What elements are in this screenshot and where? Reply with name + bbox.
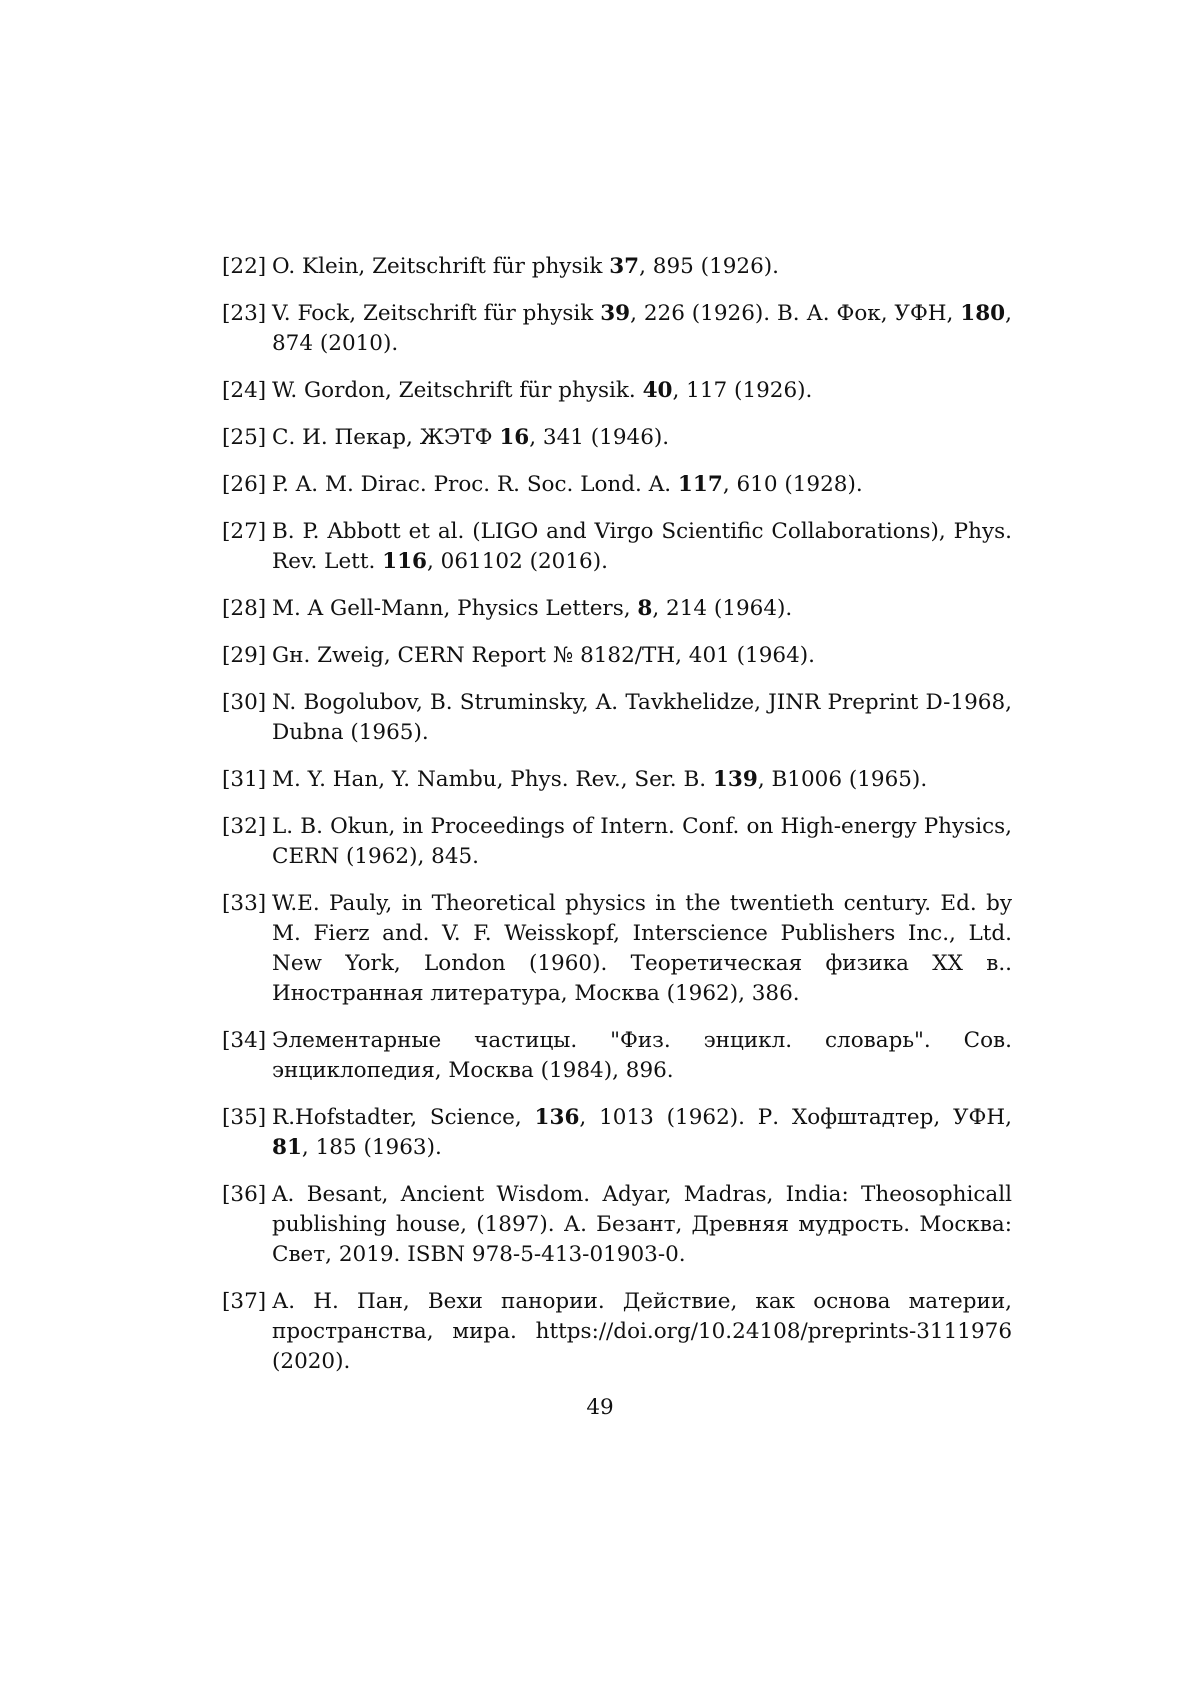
reference-entry (222, 299, 1012, 359)
reference-volume-bold: 117 (677, 472, 723, 497)
reference-text (272, 643, 815, 668)
reference-number: [30] (222, 690, 267, 715)
reference-text-segment: O. Klein, Zeitschrift für physik (272, 254, 610, 279)
reference-volume-bold: 116 (382, 549, 428, 574)
reference-text (272, 301, 1012, 356)
reference-number: [24] (222, 378, 267, 403)
reference-number: [31] (222, 767, 267, 792)
reference-text-segment: R.Hofstadter, Science, (272, 1105, 535, 1130)
reference-text (272, 1105, 1012, 1160)
reference-text (272, 596, 792, 621)
reference-text (272, 891, 1012, 1006)
reference-volume-bold: 39 (600, 301, 631, 326)
reference-text (272, 690, 1012, 745)
reference-number: [25] (222, 425, 267, 450)
reference-number: [26] (222, 472, 267, 497)
reference-text-segment: , 895 (1926). (639, 254, 780, 279)
reference-text-segment: M. A Gell-Mann, Physics Letters, (272, 596, 638, 621)
reference-text-segment: B. P. Abbott et al. (LIGO and Virgo Scientific Collaborations), Phys. Rev. Lett. (272, 519, 1012, 574)
reference-text-segment: W.E. Pauly, in Theoretical physics in the twentieth century. Ed. by M. Fierz and. V. F. Weisskopf, Interscience Publishers Inc., Ltd. New York, London (1960). Теоретическая физика XX в.. Иностранная литература, Москва (1962), 386. (272, 891, 1012, 1006)
reference-volume-bold: 180 (960, 301, 1006, 326)
reference-text (272, 1028, 1012, 1083)
reference-text-segment: P. A. M. Dirac. Proc. R. Soc. Lond. A. (272, 472, 678, 497)
reference-text-segment: , 226 (1926). В. А. Фок, УФН, (630, 301, 961, 326)
reference-text (272, 1182, 1012, 1267)
reference-entry (222, 688, 1012, 748)
reference-text-segment: M. Y. Han, Y. Nambu, Phys. Rev., Ser. B. (272, 767, 713, 792)
reference-entry (222, 470, 1012, 500)
reference-volume-bold: 136 (534, 1105, 580, 1130)
reference-text-segment: L. B. Okun, in Proceedings of Intern. Conf. on High-energy Physics, CERN (1962), 845. (272, 814, 1012, 869)
reference-list (222, 252, 1012, 1394)
reference-text-segment: , 1013 (1962). Р. Хофштадтер, УФН, (579, 1105, 1012, 1130)
reference-text-segment: , 610 (1928). (722, 472, 863, 497)
reference-text-segment: N. Bogolubov, B. Struminsky, A. Tavkhelidze, JINR Preprint D-1968, Dubna (1965). (272, 690, 1012, 745)
reference-entry (222, 517, 1012, 577)
reference-text (272, 1289, 1012, 1374)
reference-number: [23] (222, 301, 267, 326)
reference-number: [35] (222, 1105, 267, 1130)
reference-entry (222, 812, 1012, 872)
reference-number: [34] (222, 1028, 267, 1053)
reference-entry (222, 376, 1012, 406)
reference-entry (222, 1026, 1012, 1086)
reference-volume-bold: 8 (637, 596, 653, 621)
reference-text-segment: , 185 (1963). (301, 1135, 442, 1160)
reference-text-segment: А. Н. Пан, Вехи панории. Действие, как основа материи, пространства, мира. https://doi.org/10.24108/preprints-3111976 (2020). (272, 1289, 1012, 1374)
reference-number: [36] (222, 1182, 267, 1207)
reference-entry (222, 1103, 1012, 1163)
reference-volume-bold: 81 (272, 1135, 302, 1160)
reference-entry (222, 641, 1012, 671)
reference-text (272, 472, 863, 497)
reference-entry (222, 594, 1012, 624)
reference-text (272, 814, 1012, 869)
reference-text-segment: , 061102 (2016). (427, 549, 608, 574)
reference-text-segment: W. Gordon, Zeitschrift für physik. (272, 378, 643, 403)
reference-text-segment: , B1006 (1965). (757, 767, 928, 792)
reference-entry (222, 765, 1012, 795)
reference-text-segment: , 341 (1946). (529, 425, 670, 450)
reference-text-segment: С. И. Пекар, ЖЭТФ (272, 425, 500, 450)
reference-number: [22] (222, 254, 267, 279)
reference-text-segment: A. Besant, Ancient Wisdom. Adyar, Madras, India: Theosophicall publishing house, (1897). А. Безант, Древняя мудрость. Москва: Свет, 2019. ISBN 978-5-413-01903-0. (272, 1182, 1012, 1267)
reference-number: [32] (222, 814, 267, 839)
reference-text-segment: Gн. Zweig, CERN Report № 8182/TH, 401 (1964). (272, 643, 815, 668)
reference-text (272, 767, 927, 792)
reference-volume-bold: 37 (609, 254, 640, 279)
reference-volume-bold: 139 (712, 767, 758, 792)
reference-entry (222, 423, 1012, 453)
reference-text (272, 378, 812, 403)
reference-text-segment: V. Fock, Zeitschrift für physik (272, 301, 601, 326)
reference-text-segment: , 874 (2010). (272, 301, 1012, 356)
reference-volume-bold: 40 (642, 378, 673, 403)
reference-number: [33] (222, 891, 267, 916)
reference-text-segment: Элементарные частицы. "Физ. энцикл. словарь". Сов. энциклопедия, Москва (1984), 896. (272, 1028, 1012, 1083)
reference-entry (222, 889, 1012, 1009)
reference-entry (222, 1287, 1012, 1377)
reference-number: [28] (222, 596, 267, 621)
reference-text (272, 519, 1012, 574)
reference-number: [29] (222, 643, 267, 668)
reference-text (272, 425, 669, 450)
reference-text-segment: , 117 (1926). (672, 378, 813, 403)
page-number: 49 (586, 1395, 614, 1420)
reference-number: [27] (222, 519, 267, 544)
reference-entry (222, 252, 1012, 282)
reference-number: [37] (222, 1289, 267, 1314)
reference-text (272, 254, 779, 279)
reference-text-segment: , 214 (1964). (652, 596, 793, 621)
reference-volume-bold: 16 (499, 425, 530, 450)
reference-entry (222, 1180, 1012, 1270)
